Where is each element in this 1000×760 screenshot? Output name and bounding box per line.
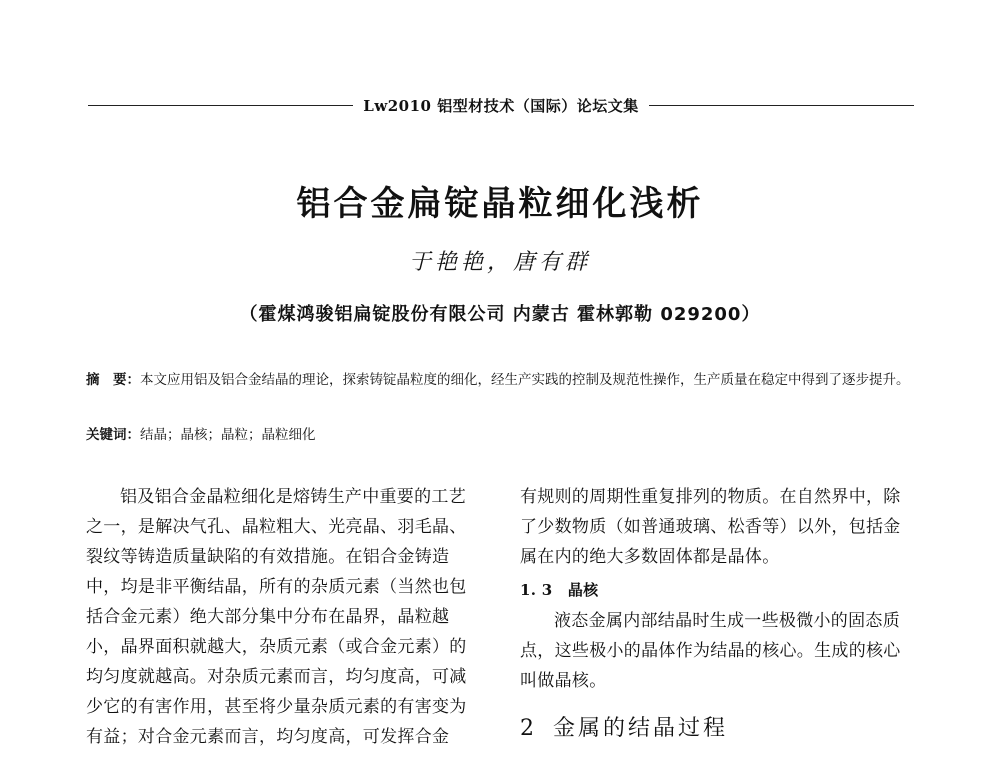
left-column <box>86 482 480 752</box>
header-rule-right <box>649 105 914 106</box>
authors: 于艳艳，唐有群 <box>408 250 591 275</box>
section-2-number: 2 <box>520 716 537 741</box>
abstract-label: 摘 要： <box>86 372 140 388</box>
keywords-label: 关键词： <box>86 427 140 443</box>
header-text: Lw2010 铝型材技术（国际）论坛文集 <box>363 96 639 115</box>
crystal-definition-paragraph: 有规则的周期性重复排列的物质。在自然界中，除了少数物质（如普通玻璃、松香等）以外，包括金属在内的绝大多数固体都是晶体。 <box>520 487 901 567</box>
affiliation: （霍煤鸿骏铝扁锭股份有限公司 内蒙古 霍林郭勒 029200） <box>239 304 761 325</box>
keywords <box>86 424 916 446</box>
right-column <box>520 482 914 744</box>
section-2-heading <box>520 714 914 744</box>
paper-title: 铝合金扁锭晶粒细化浅析 <box>296 184 704 224</box>
nucleus-paragraph: 液态金属内部结晶时生成一些极微小的固态质点，这些极小的晶体作为结晶的核心。生成的核心叫做晶核。 <box>520 611 901 691</box>
section-2-title: 金属的结晶过程 <box>553 716 729 741</box>
intro-paragraph: 铝及铝合金晶粒细化是熔铸生产中重要的工艺之一，是解决气孔、晶粒粗大、光亮晶、羽毛晶、裂纹等铸造质量缺陷的有效措施。在铝合金铸造中，均是非平衡结晶，所有的杂质元素（当然也包括合金元素）绝大部分集中分布在晶界，晶粒越小，晶界面积就越大，杂质元素（或合金元素）的均匀度就越高。对杂质元素而言，均匀度高，可减少它的有害作用，甚至将少量杂质元素的有害变为有益；对合金元素而言，均匀度高，可发挥合金 <box>86 487 467 747</box>
abstract <box>86 368 916 393</box>
running-header <box>88 92 914 118</box>
keywords-text: 结晶；晶核；晶粒；晶粒细化 <box>140 427 316 443</box>
header-rule-left <box>88 105 353 106</box>
abstract-text: 本文应用铝及铝合金结晶的理论，探索铸锭晶粒度的细化，经生产实践的控制及规范性操作，生产质量在稳定中得到了逐步提升。 <box>140 372 910 388</box>
section-1-3-heading: 1. 3 晶核 <box>520 581 599 599</box>
